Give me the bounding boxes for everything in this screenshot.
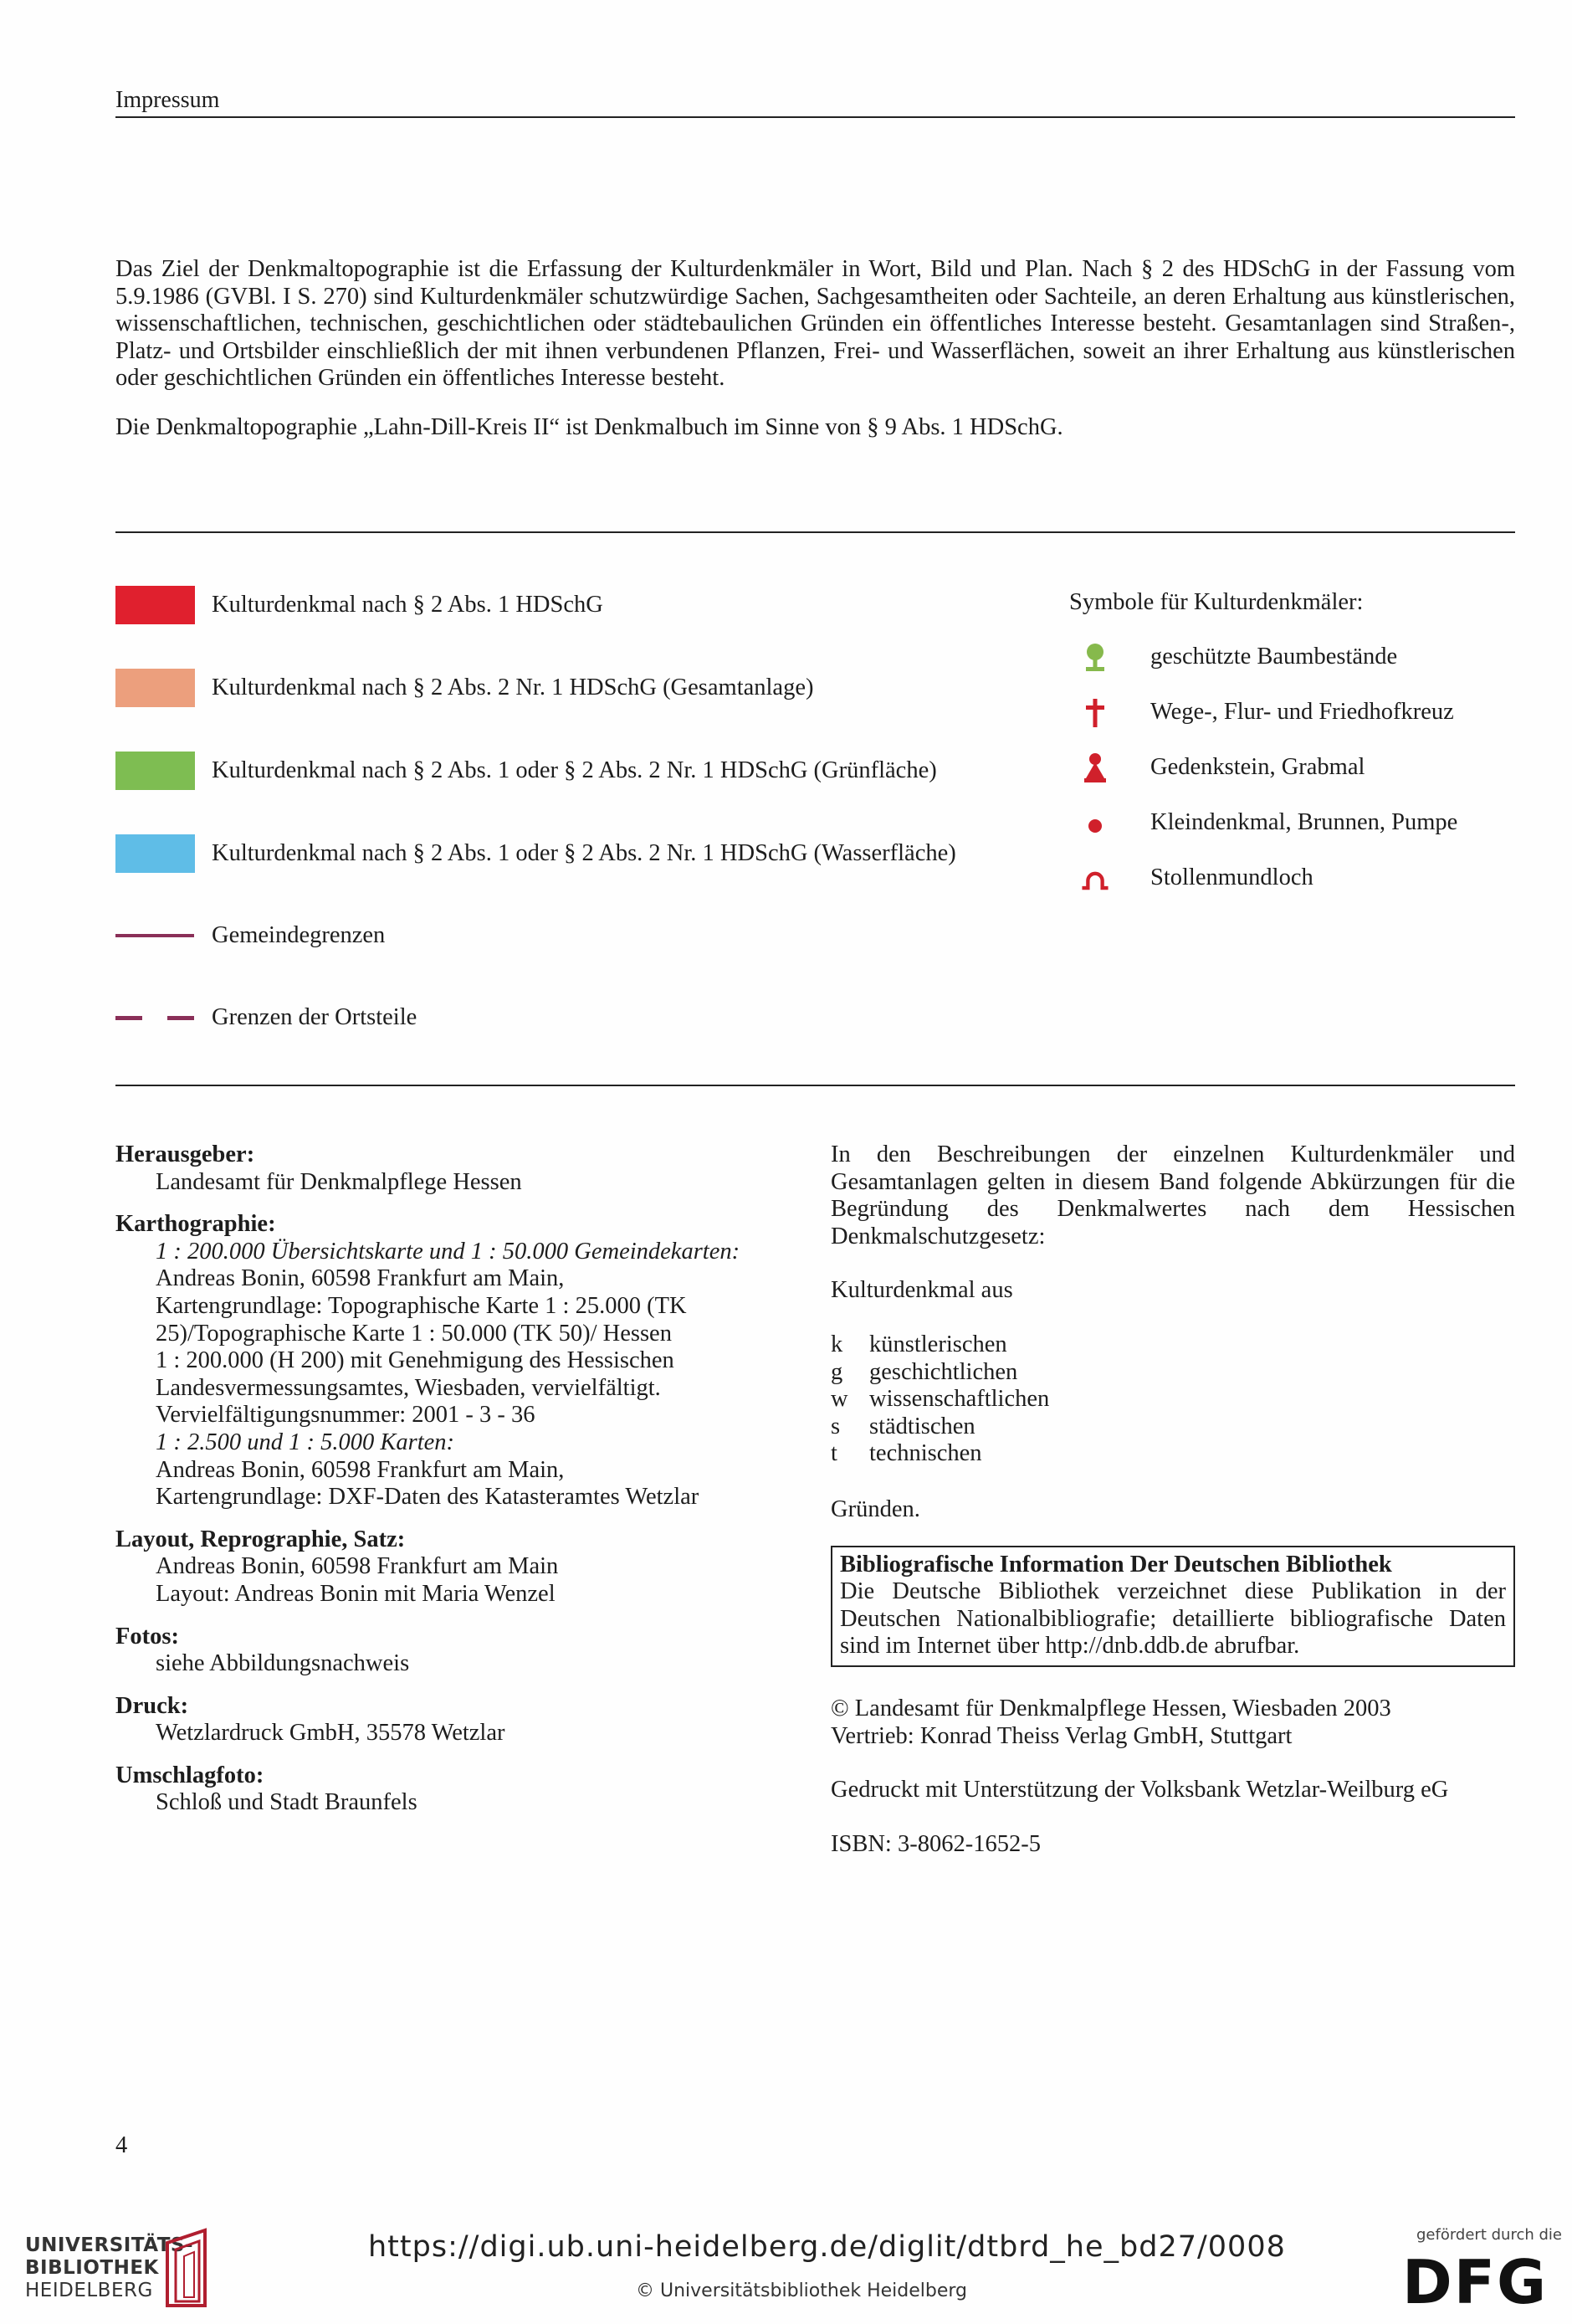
abbreviations-intro: In den Beschreibungen der einzelnen Kulturdenkmäler und Gesamtanlagen gelten in diesem Band folgende Abkürzungen für die Begründung des Denkmalwertes nach dem Hessischen Denkmalschutzgesetz: (831, 1141, 1515, 1249)
library-logo-icon (159, 2226, 234, 2314)
abbreviations-lead: Kulturdenkmal aus (831, 1277, 1013, 1304)
library-name-line: HEIDELBERG (25, 2280, 153, 2301)
biblio-title: Bibliografische Information Der Deutschen Bibliothek (840, 1551, 1392, 1578)
library-name-line: UNIVERSITÄTS- (25, 2234, 194, 2256)
dfg-logo: DFG (1402, 2247, 1549, 2317)
cartography-line: Landesvermessungsamtes, Wiesbaden, vervielfältigt. (156, 1374, 661, 1401)
abbreviation-key: w (831, 1386, 848, 1413)
red-swatch (115, 586, 195, 624)
publisher-block (115, 1141, 827, 1196)
photos-line: siehe Abbildungsnachweis (156, 1650, 410, 1677)
abbreviation-value: wissenschaftlichen (869, 1386, 1050, 1413)
abbreviation-value: städtischen (869, 1413, 975, 1439)
abbreviation-key: k (831, 1331, 843, 1357)
symbol-item (1079, 640, 1397, 674)
legend-item (115, 922, 385, 949)
cartography-subheading: 1 : 2.500 und 1 : 5.000 Karten: (156, 1429, 455, 1455)
layout-block (115, 1526, 827, 1608)
support-line: Gedruckt mit Unterstützung der Volksbank Wetzlar-Weilburg eG (831, 1777, 1449, 1803)
legend-label: Grenzen der Ortsteile (212, 1004, 417, 1030)
blue-swatch (115, 834, 195, 873)
symbol-item (1079, 861, 1313, 895)
symbol-label: geschützte Baumbestände (1150, 644, 1398, 669)
dot-icon (1079, 806, 1111, 839)
permalink-url[interactable]: https://digi.ub.uni-heidelberg.de/diglit/dtbrd_he_bd27/0008 (368, 2230, 1286, 2264)
abbreviation-key: t (831, 1440, 837, 1467)
abbreviations-column (831, 1141, 1515, 1858)
tunnel-icon (1079, 861, 1111, 895)
legend-label: Kulturdenkmal nach § 2 Abs. 2 Nr. 1 HDSchG (Gesamtanlage) (212, 675, 814, 700)
biblio-text: Die Deutsche Bibliothek verzeichnet diese Publikation in der Deutschen Nationalbibliografie; detaillierte bibliografische Daten sind im Internet über http://dnb.ddb.de abrufbar. (840, 1578, 1506, 1660)
layout-heading: Layout, Reprographie, Satz: (115, 1526, 406, 1552)
bibliographic-info-box (831, 1546, 1515, 1667)
abbreviations-tail: Gründen. (831, 1495, 920, 1522)
publisher-heading: Herausgeber: (115, 1141, 255, 1167)
photos-heading: Fotos: (115, 1623, 179, 1649)
print-block (115, 1693, 827, 1747)
cover-heading: Umschlagfoto: (115, 1762, 264, 1788)
gravestone-icon (1079, 751, 1111, 784)
denkmalbuch-note: Die Denkmaltopographie „Lahn-Dill-Kreis II“ ist Denkmalbuch im Sinne von § 9 Abs. 1 HDSchG. (115, 413, 1063, 440)
funding-note: gefördert durch die (1416, 2226, 1562, 2244)
legend-label: Kulturdenkmal nach § 2 Abs. 1 oder § 2 Abs. 2 Nr. 1 HDSchG (Wasserfläche) (212, 840, 956, 866)
cartography-line: 1 : 200.000 (H 200) mit Genehmigung des Hessischen (156, 1347, 674, 1374)
cartography-line: Andreas Bonin, 60598 Frankfurt am Main, (156, 1456, 565, 1483)
abbreviation-value: geschichtlichen (869, 1358, 1018, 1385)
cartography-line: Vervielfältigungsnummer: 2001 - 3 - 36 (156, 1402, 535, 1429)
orange-swatch (115, 669, 195, 707)
photos-block (115, 1624, 827, 1678)
abbreviations-list (831, 1331, 1515, 1468)
symbol-item (1079, 806, 1457, 839)
tree-icon (1079, 640, 1111, 674)
distribution-line: Vertrieb: Konrad Theiss Verlag GmbH, Stuttgart (831, 1722, 1293, 1749)
legend-item (115, 1004, 417, 1031)
abbreviation-value: künstlerischen (869, 1331, 1007, 1357)
abbreviation-value: technischen (869, 1440, 982, 1467)
symbol-item (1079, 751, 1365, 784)
legend-item (115, 669, 813, 707)
legend-item (115, 834, 956, 873)
copyright-line: © Landesamt für Denkmalpflege Hessen, Wiesbaden 2003 (831, 1695, 1391, 1721)
abbreviation-row (831, 1331, 1515, 1359)
section-label: Impressum (115, 87, 220, 113)
cartography-block (115, 1211, 827, 1511)
header-rule (115, 116, 1515, 118)
legend-label: Kulturdenkmal nach § 2 Abs. 1 HDSchG (212, 592, 603, 618)
abbreviation-key: g (831, 1358, 843, 1385)
cartography-line: Kartengrundlage: Topographische Karte 1 : 25.000 (TK (156, 1292, 687, 1319)
intro-paragraph: Das Ziel der Denkmaltopographie ist die Erfassung der Kulturdenkmäler in Wort, Bild und Plan. Nach § 2 des HDSchG in der Fassung vom 5.9.1986 (GVBl. I S. 270) sind Kulturdenkmäler schutzwürdige Sachen, Sachgesamtheiten oder Sachteile, an deren Erhaltung aus künstlerischen, wissenschaftlichen, technischen, geschichtlichen oder städtebaulichen Gründen ein öffentliches Interesse besteht. Gesamtanlagen sind Straßen-, Platz- und Ortsbilder einschließlich der mit ihnen verbundenen Pflanzen, Frei- und Wasserflächen, soweit an ihrer Erhaltung aus künstlerischen oder geschichtlichen Gründen ein öffentliches Interesse besteht. (115, 256, 1515, 391)
abbreviation-key: s (831, 1413, 841, 1439)
layout-line: Layout: Andreas Bonin mit Maria Wenzel (156, 1580, 556, 1607)
print-heading: Druck: (115, 1692, 189, 1719)
legend-top-rule (115, 531, 1515, 533)
abbreviation-row (831, 1359, 1515, 1387)
legend-label: Kulturdenkmal nach § 2 Abs. 1 oder § 2 Abs. 2 Nr. 1 HDSchG (Grünfläche) (212, 757, 937, 783)
abbreviation-row (831, 1440, 1515, 1468)
publisher-line: Landesamt für Denkmalpflege Hessen (156, 1168, 522, 1195)
symbol-item (1079, 695, 1454, 729)
layout-line: Andreas Bonin, 60598 Frankfurt am Main (156, 1553, 559, 1580)
library-name-line: BIBLIOTHEK (25, 2257, 159, 2279)
municipal-boundary-line (115, 934, 194, 937)
isbn-line: ISBN: 3-8062-1652-5 (831, 1830, 1041, 1857)
symbol-label: Wege-, Flur- und Friedhofkreuz (1150, 699, 1454, 725)
footer-copyright: © Universitätsbibliothek Heidelberg (636, 2280, 968, 2301)
legend-item (115, 586, 603, 624)
symbols-title: Symbole für Kulturdenkmäler: (1069, 589, 1364, 615)
cover-block (115, 1762, 827, 1817)
legend-item (115, 752, 937, 790)
imprint-column (115, 1141, 827, 1832)
legend-bottom-rule (115, 1085, 1515, 1086)
abbreviation-row (831, 1413, 1515, 1441)
print-line: Wetzlardruck GmbH, 35578 Wetzlar (156, 1720, 505, 1747)
cartography-line: 25)/Topographische Karte 1 : 50.000 (TK 50)/ Hessen (156, 1320, 672, 1347)
symbol-label: Kleindenkmal, Brunnen, Pumpe (1150, 809, 1458, 835)
cartography-line: Andreas Bonin, 60598 Frankfurt am Main, (156, 1265, 565, 1292)
cover-line: Schloß und Stadt Braunfels (156, 1789, 417, 1816)
cartography-subheading: 1 : 200.000 Übersichtskarte und 1 : 50.000 Gemeindekarten: (156, 1238, 740, 1265)
abbreviation-row (831, 1386, 1515, 1413)
intro-text (115, 256, 1515, 441)
cartography-line: Kartengrundlage: DXF-Daten des Katasteramtes Wetzlar (156, 1484, 699, 1511)
cartography-heading: Karthographie: (115, 1211, 276, 1238)
page-number: 4 (115, 2132, 128, 2158)
legend-label: Gemeindegrenzen (212, 922, 386, 948)
green-swatch (115, 752, 195, 790)
cross-icon (1079, 695, 1111, 729)
district-boundary-line (115, 1016, 194, 1020)
symbol-label: Stollenmundloch (1150, 864, 1313, 890)
symbol-label: Gedenkstein, Grabmal (1150, 754, 1365, 780)
